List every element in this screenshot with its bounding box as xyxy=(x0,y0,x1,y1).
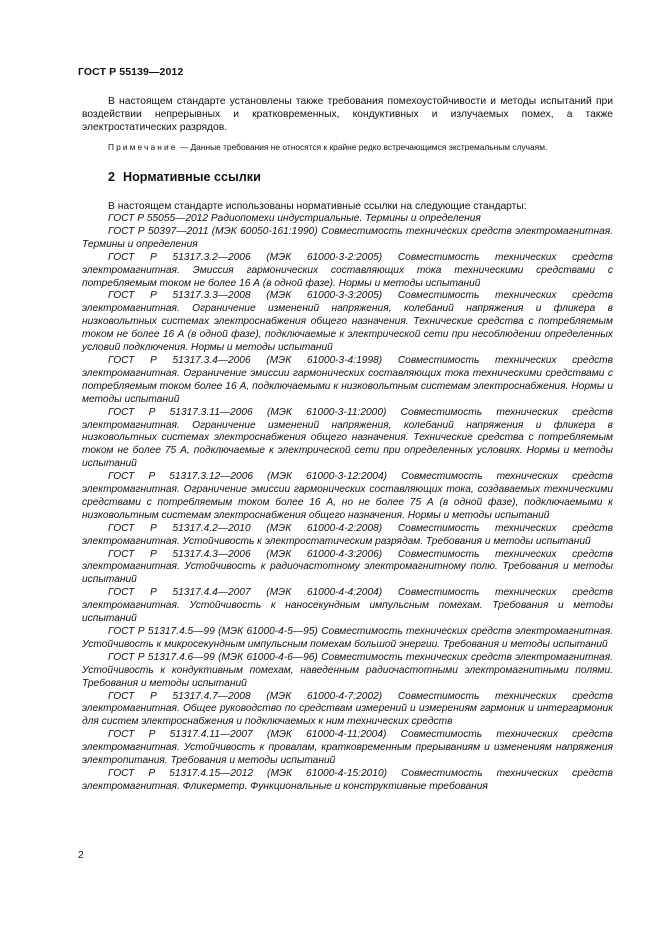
reference-title: Совместимость технических средств электромагнитная. Ограничение эмиссии гармонических составляющих тока, создаваемых техническими средствами с потребляемым током более 16 А, но не более 75 А (в одной фазе), подключаемыми к низковольтным системам электроснабжения общего назначения. Нормы и методы испытаний xyxy=(82,471,613,521)
reference-code: ГОСТ Р 51317.4.5—99 (МЭК 61000-4-5—95) xyxy=(108,626,318,637)
reference-code: ГОСТ Р 51317.4.4—2007 (МЭК 61000-4-4:2004) xyxy=(108,587,383,599)
references-list xyxy=(82,200,613,794)
reference-item xyxy=(82,691,613,730)
reference-title: Совместимость технических средств электромагнитная. Ограничение изменений напряжения, колебаний напряжения и фликера в низковольтных системах электроснабжения общего назначения. Технические средства с потребляемым током не более 16 А (в одной фазе), подключаемые к электрической сети при несоблюдении определенных условий подключения. Нормы и методы испытаний xyxy=(82,290,613,354)
section-title: Нормативные ссылки xyxy=(123,170,261,184)
reference-title: Совместимость технических средств электромагнитная. Термины и определения xyxy=(82,225,613,250)
reference-items xyxy=(82,213,613,794)
reference-title: Совместимость технических средств электромагнитная. Устойчивость к микросекундным импульсным помехам большой энергии. Требования и методы испытаний xyxy=(82,626,613,650)
reference-title: Совместимость технических средств электромагнитная. Ограничение изменений напряжения, колебаний напряжения и фликера в низковольтных системах электроснабжения общего назначения. Технические средства с потребляемым током не более 75 А, подключаемые к электрической сети при определенных условиях. Нормы и методы испытаний xyxy=(82,406,613,470)
reference-title: Совместимость технических средств электромагнитная. Устойчивость к электростатическим разрядам. Требования и методы испытаний xyxy=(82,522,613,547)
reference-item xyxy=(82,471,613,523)
reference-code: ГОСТ Р 51317.3.12—2006 (МЭК 61000-3-12:2004) xyxy=(108,471,388,483)
reference-title: Совместимость технических средств электромагнитная. Общее руководство по средствам измерений и измерениям гармоник и интергармоник для систем электроснабжения и подключаемых к ним технических средств xyxy=(82,690,613,728)
intro-paragraph: В настоящем стандарте установлены также требования помехоустойчивости и методы испытаний при воздействии непрерывных и кратковременных, кондуктивных и излучаемых помех, а также электростатических разрядов. xyxy=(82,96,613,133)
reference-code: ГОСТ Р 51317.4.6—99 (МЭК 61000-4-6—96) xyxy=(108,651,318,663)
references-intro: В настоящем стандарте использованы нормативные ссылки на следующие стандарты: xyxy=(108,201,527,212)
reference-item xyxy=(82,226,613,252)
reference-item xyxy=(82,549,613,588)
note-text: — Данные требования не относятся к крайне редко встречающимся экстремальным случаям. xyxy=(179,142,548,152)
reference-item xyxy=(82,768,613,794)
page-number: 2 xyxy=(78,850,84,861)
section-number: 2 xyxy=(108,170,116,184)
reference-item xyxy=(82,523,613,549)
reference-item xyxy=(82,252,613,291)
reference-code: ГОСТ Р 51317.4.2—2010 (МЭК 61000-4-2:2008) xyxy=(108,522,383,534)
note xyxy=(108,142,613,153)
reference-code: ГОСТ Р 50397—2011 (МЭК 60050-161:1990) xyxy=(108,225,318,237)
reference-item xyxy=(82,213,613,226)
reference-code: ГОСТ Р 51317.3.2—2006 (МЭК 61000-3-2:2005) xyxy=(108,251,383,263)
reference-item xyxy=(82,652,613,691)
reference-item xyxy=(82,290,613,355)
reference-item xyxy=(82,355,613,407)
standard-header: ГОСТ Р 55139—2012 xyxy=(78,66,184,78)
reference-title: Совместимость технических средств электромагнитная. Устойчивость к кондуктивным помехам, наведенным радиочастотными электромагнитными полями. Требования и методы испытаний xyxy=(82,651,613,689)
reference-code: ГОСТ Р 51317.3.11—2006 (МЭК 61000-3-11:2000) xyxy=(108,406,387,418)
reference-code: ГОСТ Р 51317.3.4—2006 (МЭК 61000-3-4:1998) xyxy=(108,354,383,366)
reference-title: Совместимость технических средств электромагнитная. Устойчивость к наносекундным импульсным помехам. Требования и методы испытаний xyxy=(82,587,613,625)
reference-code: ГОСТ Р 51317.4.15—2012 (МЭК 61000-4-15:2010) xyxy=(108,767,388,779)
reference-title: Совместимость технических средств электромагнитная. Устойчивость к провалам, кратковременным прерываниям и изменениям напряжения электропитания. Требования и методы испытаний xyxy=(82,729,613,767)
intro-block xyxy=(82,95,613,134)
reference-title: Совместимость технических средств электромагнитная. Фликерметр. Функциональные и конструктивные требования xyxy=(82,767,613,792)
reference-code: ГОСТ Р 51317.4.7—2008 (МЭК 61000-4-7:2002) xyxy=(108,690,383,702)
reference-item xyxy=(82,626,613,652)
reference-title: Совместимость технических средств электромагнитная. Эмиссия гармонических составляющих тока техническими средствами с потребляемым током не более 16 А (в одной фазе). Нормы и методы испытаний xyxy=(82,251,613,289)
reference-title: Радиопомехи индустриальные. Термины и определения xyxy=(210,213,481,224)
reference-item xyxy=(82,407,613,472)
reference-item xyxy=(82,587,613,626)
reference-title: Совместимость технических средств электромагнитная. Устойчивость к радиочастотному электромагнитному полю. Требования и методы испытаний xyxy=(82,548,613,586)
reference-item xyxy=(82,729,613,768)
reference-code: ГОСТ Р 51317.4.3—2006 (МЭК 61000-4-3:2006) xyxy=(108,548,383,560)
reference-code: ГОСТ Р 51317.4.11—2007 (МЭК 61000-4-11:2004) xyxy=(108,729,387,741)
reference-title: Совместимость технических средств электромагнитная. Ограничение эмиссии гармонических составляющих тока техническими средствами с потребляемым током более 16 А, подключаемыми к низковольтным системам электроснабжения. Нормы и методы испытаний xyxy=(82,354,613,405)
reference-code: ГОСТ Р 51317.3.3—2008 (МЭК 61000-3-3:2005) xyxy=(108,290,383,302)
reference-code: ГОСТ Р 55055—2012 xyxy=(108,213,209,224)
section-heading xyxy=(108,170,261,184)
note-label: Примечание xyxy=(108,142,178,152)
